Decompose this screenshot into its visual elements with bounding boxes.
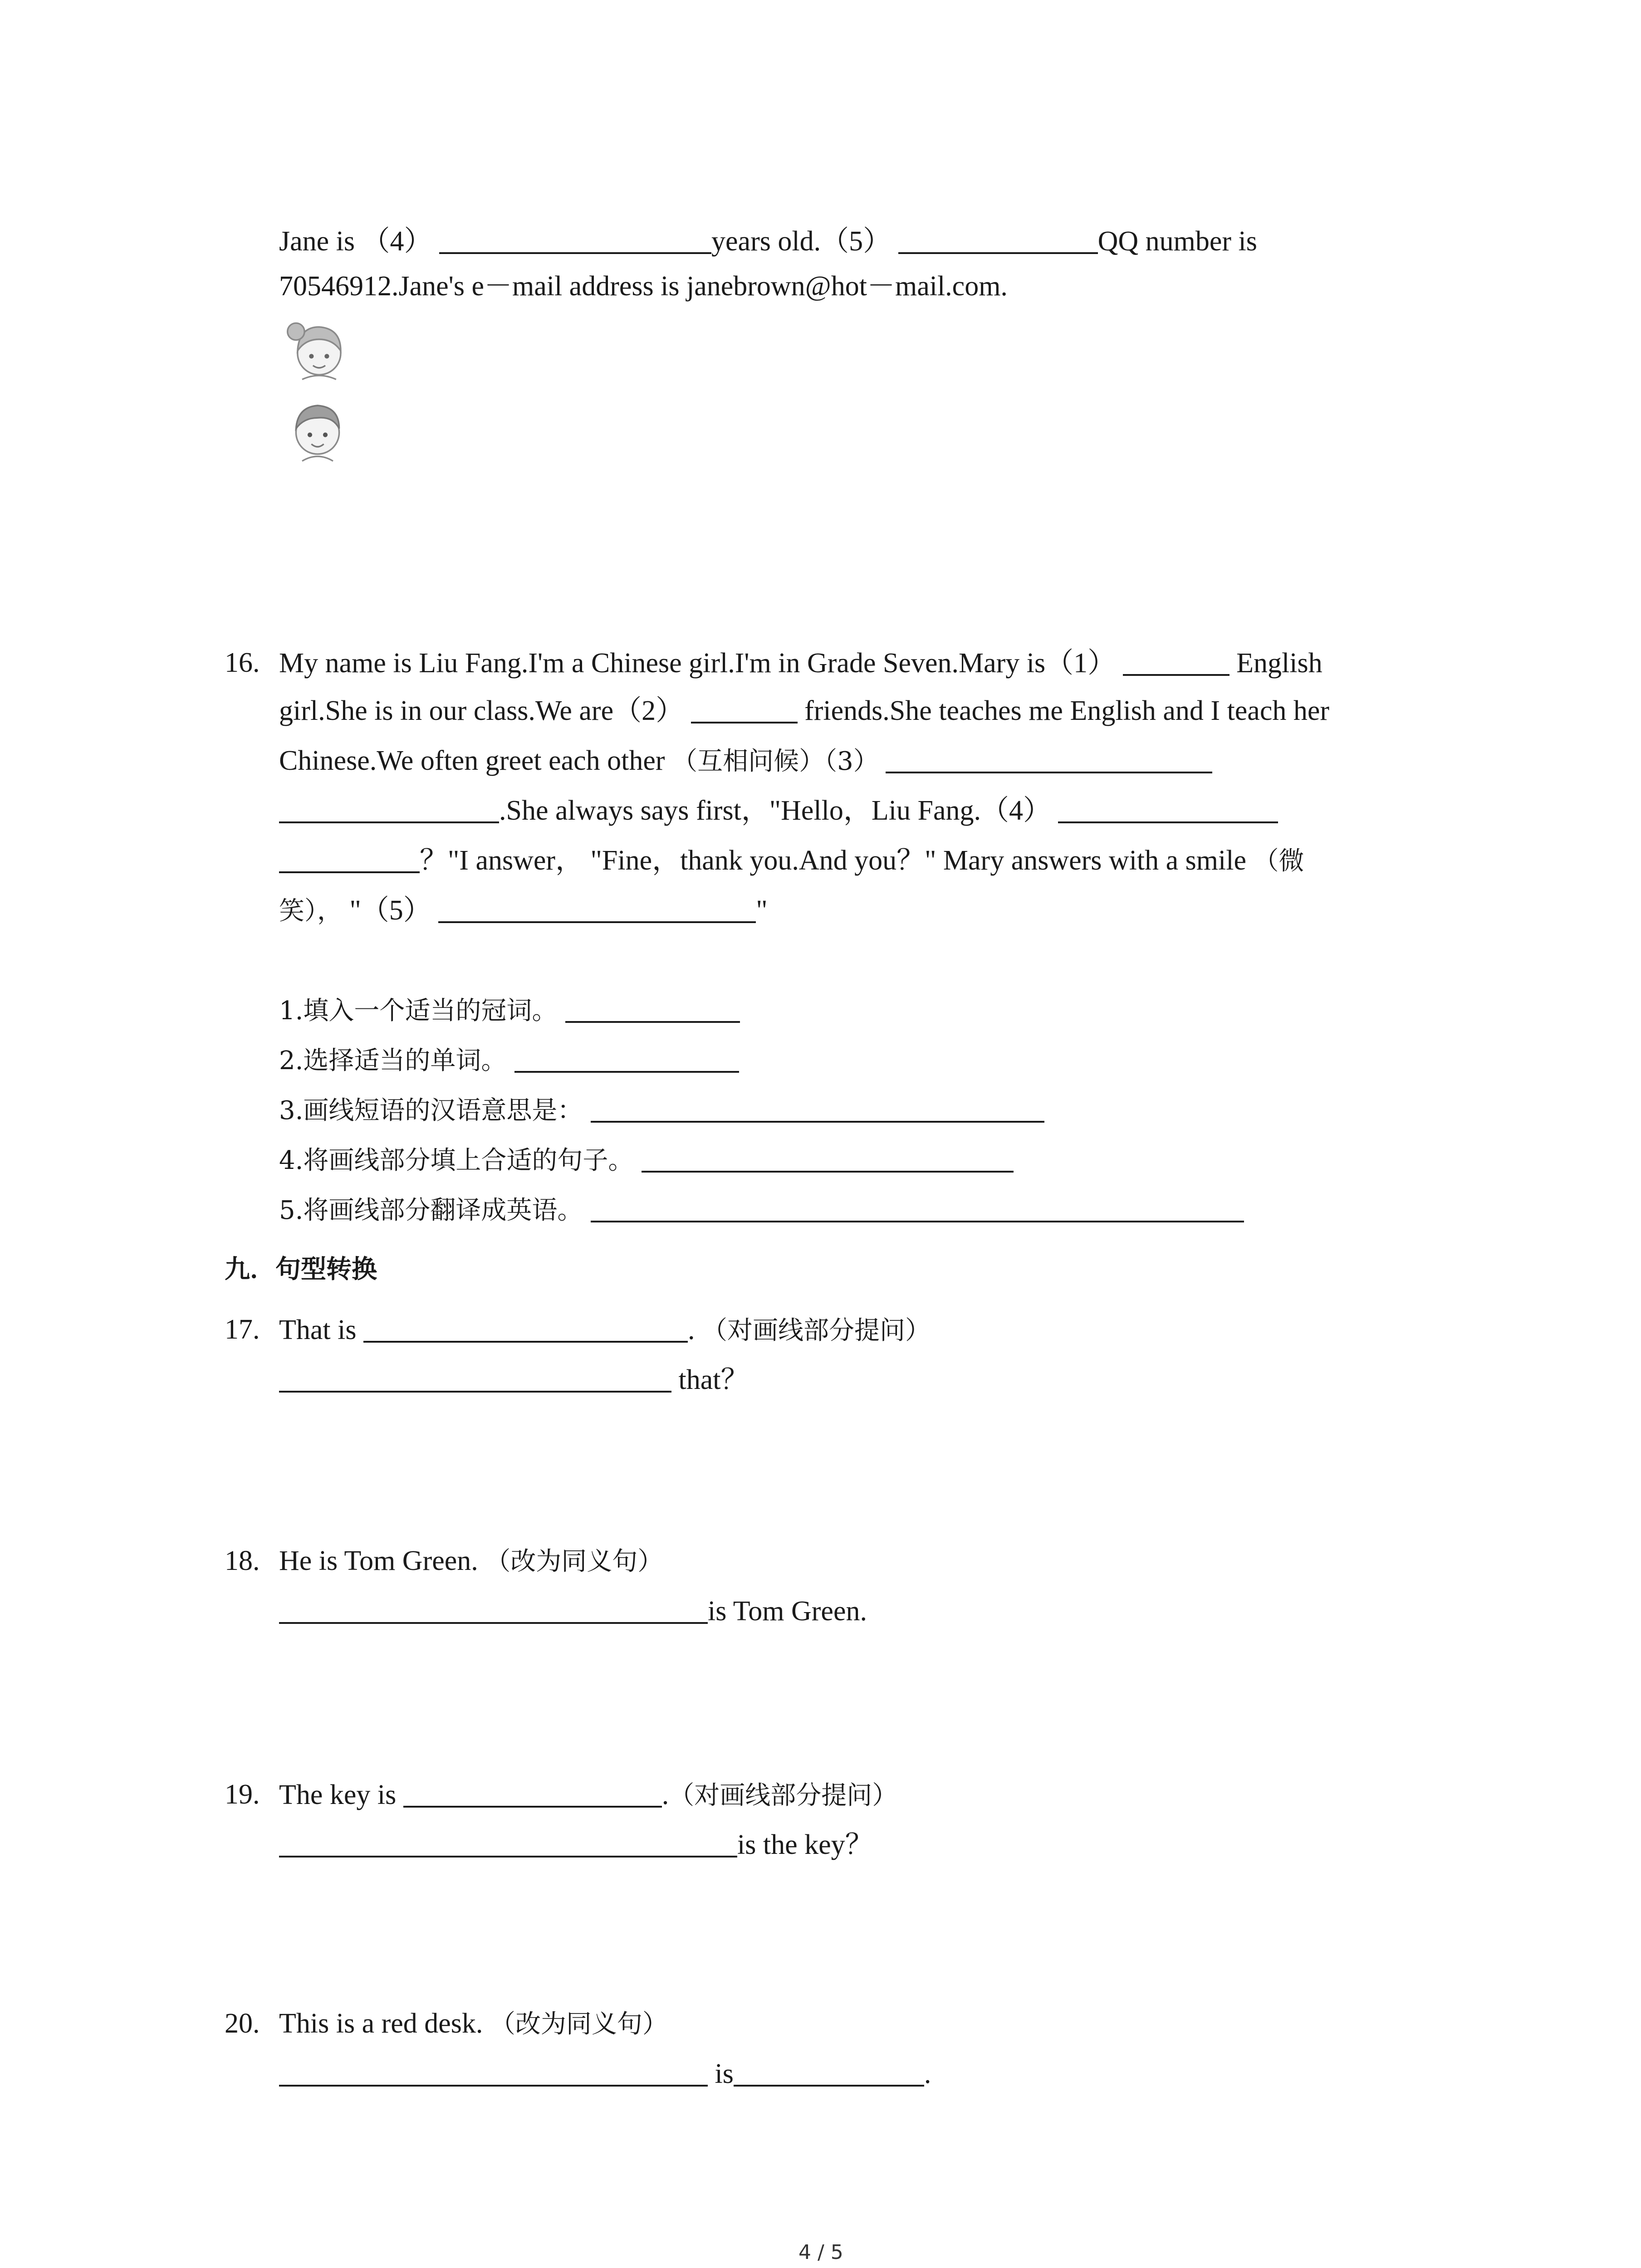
section-title: 九．句型转换 (225, 1254, 377, 1284)
q16-text: " (756, 895, 768, 926)
q17-text: That is (279, 1315, 357, 1345)
q16-blank-2[interactable] (691, 696, 798, 723)
q20-text: is (715, 2058, 734, 2089)
q15-text-c: QQ number is (1097, 226, 1257, 257)
q20-text: . (924, 2058, 931, 2089)
q19-text: The key is (279, 1779, 397, 1810)
q16-task-1 (279, 996, 740, 1024)
girl-avatar-icon (279, 308, 356, 386)
q16-blank-5[interactable] (438, 896, 756, 923)
q16-number: 16. (225, 647, 260, 678)
q19-number: 19. (225, 1779, 260, 1810)
q16-text: ？"I answer， (420, 845, 584, 876)
q19-line1 (279, 1780, 897, 1809)
q16-task-text: 4.将画线部分填上合适的句子。 (279, 1146, 634, 1175)
q17-blank-2[interactable] (279, 1365, 671, 1393)
q16-text: "Fine，thank you.And you？" Mary answers with a smile (590, 845, 1246, 876)
q17-blank-1[interactable] (363, 1315, 688, 1343)
q15-line2: 70546912.Jane's e－mail address is janebrown@hot－mail.com. (279, 271, 1008, 302)
q20-text: This is a red desk. (279, 2008, 483, 2039)
q16-text: .She always says first，"Hello，Liu Fang.（4） (499, 795, 1051, 826)
q18-line1 (279, 1547, 663, 1575)
q18-line2 (279, 1597, 867, 1625)
q16-task-4 (279, 1145, 1014, 1173)
q16-text: 笑）， (279, 896, 343, 926)
q16-task-blank-2[interactable] (514, 1046, 739, 1073)
q16-task-text: 5.将画线部分翻译成英语。 (279, 1196, 583, 1225)
q16-text: Chinese.We often greet each other (279, 745, 665, 776)
q16-text: girl.She is in our class.We are（2） (279, 695, 684, 726)
q15-blank-4[interactable] (439, 227, 711, 254)
q16-blank-3b[interactable] (279, 796, 499, 823)
q16-text: friends.She teaches me English and I teach her (804, 695, 1330, 726)
q16-task-3 (279, 1095, 1044, 1124)
q19-text: . (661, 1779, 669, 1810)
q17-number: 17. (225, 1314, 260, 1345)
q16-line6 (279, 896, 768, 924)
q16-task-blank-4[interactable] (642, 1145, 1014, 1173)
q16-task-5 (279, 1195, 1244, 1223)
q16-line2 (279, 696, 1329, 725)
q19-text: （对画线部分提问） (669, 1781, 898, 1810)
q17-text: that？ (678, 1364, 749, 1395)
q16-task-blank-3[interactable] (591, 1095, 1044, 1123)
q17-line1 (279, 1315, 931, 1344)
q19-blank-2[interactable] (279, 1830, 737, 1857)
q16-line1 (279, 649, 1323, 677)
q18-text: （改为同义句） (485, 1547, 663, 1576)
page-number: 4 / 5 (798, 2241, 843, 2264)
q19-text: is the key？ (737, 1829, 873, 1860)
q19-line2 (279, 1830, 873, 1859)
q16-task-2 (279, 1046, 739, 1074)
q19-blank-1[interactable] (403, 1780, 662, 1808)
q20-line2 (279, 2059, 931, 2088)
q17-line2 (279, 1365, 749, 1394)
q16-text: （互相问候）（3） (672, 747, 879, 776)
q16-line3 (279, 746, 1212, 775)
q18-text: is Tom Green. (708, 1596, 867, 1627)
q16-task-text: 3.画线短语的汉语意思是： (279, 1096, 583, 1125)
q18-number: 18. (225, 1545, 260, 1576)
q16-blank-1[interactable] (1123, 649, 1230, 676)
q20-number: 20. (225, 2008, 260, 2039)
boy-avatar-icon (279, 390, 356, 467)
q20-blank-1[interactable] (279, 2059, 708, 2087)
q20-blank-2[interactable] (734, 2059, 924, 2087)
q16-line5 (279, 846, 1304, 875)
q16-line4 (279, 796, 1278, 825)
q15-text-a: Jane is （4） (279, 226, 432, 257)
q16-text: English (1236, 648, 1323, 679)
q16-blank-3[interactable] (886, 746, 1212, 773)
q18-text: He is Tom Green. (279, 1545, 478, 1576)
q16-text: "（5） (349, 895, 431, 926)
q16-task-text: 2.选择适当的单词。 (279, 1046, 507, 1075)
q16-text: （微 (1253, 846, 1304, 876)
q18-blank[interactable] (279, 1597, 708, 1624)
q16-task-blank-1[interactable] (565, 996, 740, 1023)
q16-task-text: 1.填入一个适当的冠词。 (279, 996, 558, 1026)
q16-text: My name is Liu Fang.I'm a Chinese girl.I'm in Grade Seven.Mary is（1） (279, 648, 1116, 679)
q15-text-b: years old.（5） (711, 226, 892, 257)
q20-text: （改为同义句） (490, 2009, 668, 2039)
q16-blank-4[interactable] (1058, 796, 1278, 823)
q15-blank-5[interactable] (898, 227, 1098, 254)
q17-text: （对画线部分提问） (701, 1316, 931, 1345)
q15-line1 (279, 227, 1257, 255)
q16-blank-4b[interactable] (279, 846, 420, 873)
q16-task-blank-5[interactable] (591, 1195, 1244, 1222)
q17-text: . (687, 1315, 695, 1345)
q20-line1 (279, 2009, 668, 2038)
